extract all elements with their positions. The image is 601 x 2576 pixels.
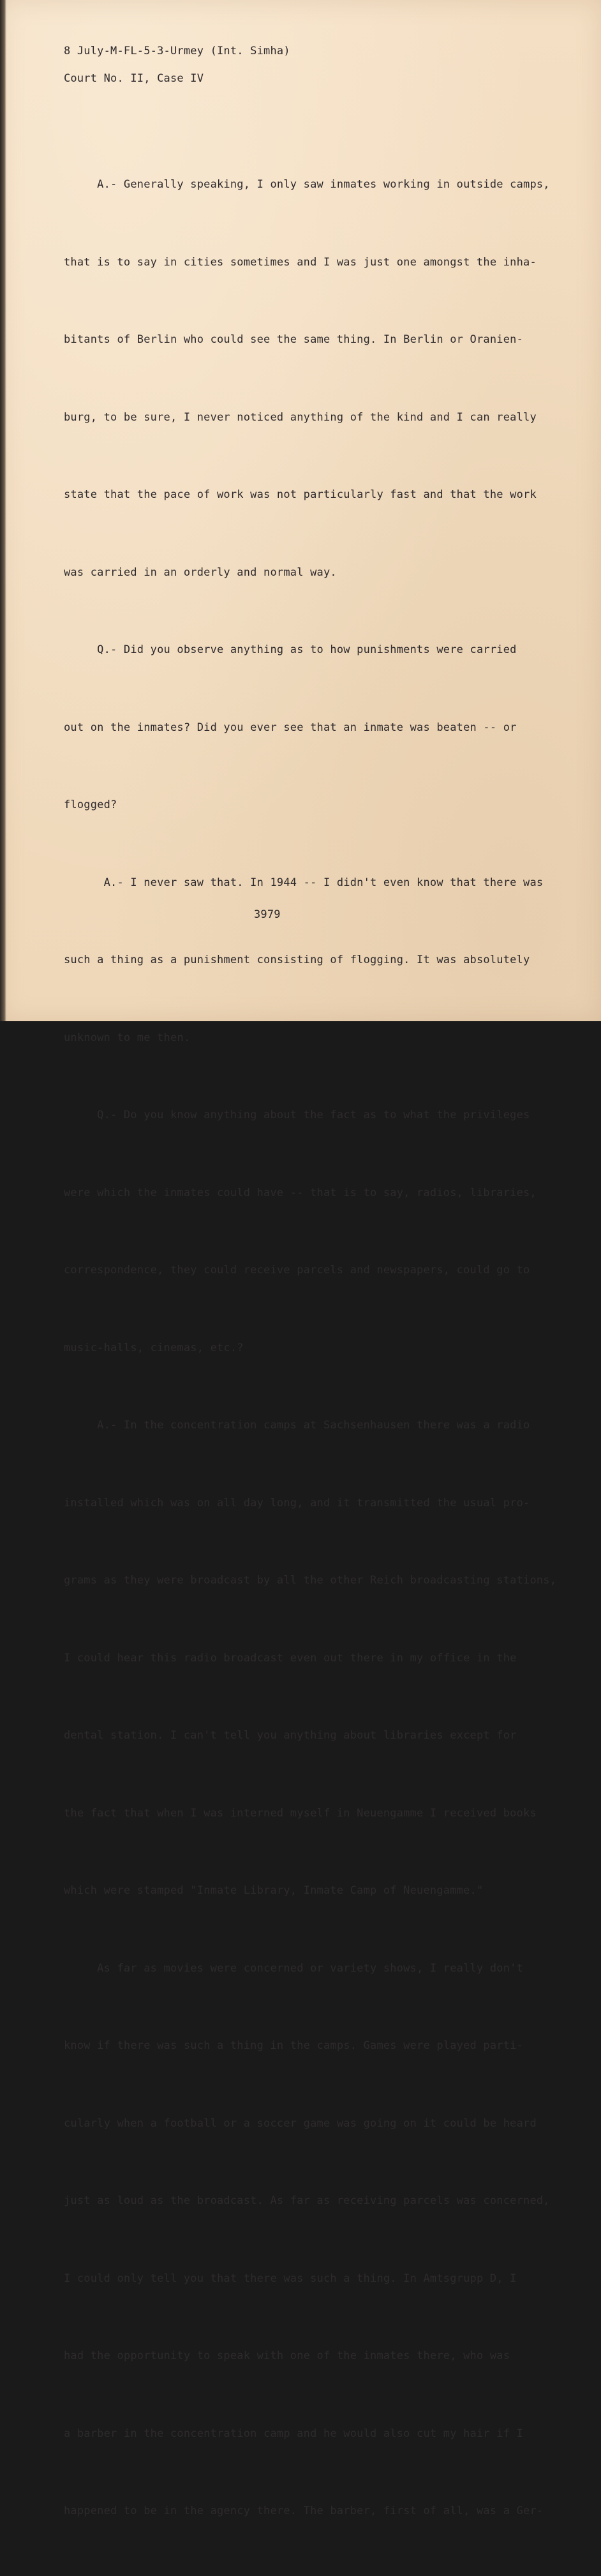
text-line: grams as they were broadcast by all the other Reich broadcasting stations, [64, 1574, 557, 1587]
text-line: As far as movies were concerned or variety shows, I really don't [64, 1961, 524, 1975]
text-line: a barber in the concentration camp and he would also cut my hair if I [64, 2427, 524, 2440]
text-line: just as loud as the broadcast. As far as receiving parcels was concerned, [64, 2194, 550, 2207]
text-line: music-halls, cinemas, etc.? [64, 1341, 244, 1354]
page-number: 3979 [254, 908, 281, 921]
text-line: such a thing as a punishment consisting of flogging. It was absolutely [64, 954, 530, 966]
text-line: I could hear this radio broadcast even out there in my office in the [64, 1651, 517, 1665]
text-line: Q.- Did you observe anything as to how punishments were carried [64, 643, 517, 656]
text-line: which were stamped "Inmate Library, Inmate Camp of Neuengamme." [64, 1884, 484, 1897]
text-line: correspondence, they could receive parcels and newspapers, could go to [64, 1264, 530, 1277]
text-line: installed which was on all day long, and it transmitted the usual pro- [64, 1496, 530, 1509]
text-line: Q.- Do you know anything about the fact as to what the privileges [64, 1109, 530, 1121]
text-line: know if there was such a thing in the camps. Games were played parti- [64, 2039, 524, 2052]
text-line: was carried in an orderly and normal way. [64, 565, 337, 579]
text-line: A.- In the concentration camps at Sachsenhausen there was a radio [64, 1419, 530, 1432]
text-line: A.- I never saw that. In 1944 -- I didn't even know that there was [64, 876, 544, 889]
text-line: burg, to be sure, I never noticed anything of the kind and I can really [64, 410, 537, 424]
text-line: that is to say in cities sometimes and I was just one amongst the inha- [64, 255, 537, 269]
text-line: had the opportunity to speak with one of the inmates there, who was [64, 2349, 510, 2362]
text-line: flogged? [64, 798, 117, 811]
text-line: cularly when a football or a soccer game was going on it could be heard [64, 2116, 537, 2130]
transcript-reference: 8 July-M-FL-5-3-Urmey (Int. Simha) [64, 45, 290, 57]
text-line: unknown to me then. [64, 1031, 191, 1044]
text-line: the fact that when I was interned myself in Neuengamme I received books [64, 1806, 537, 1820]
court-case-heading: Court No. II, Case IV [64, 72, 204, 85]
text-line: bitants of Berlin who could see the same thing. In Berlin or Oranien- [64, 333, 524, 346]
text-line: I could only tell you that there was such a thing. In Amtsgrupp D, I [64, 2272, 517, 2285]
text-line: A.- Generally speaking, I only saw inmates working in outside camps, [64, 178, 550, 191]
text-line: happened to be in the agency there. The barber, first of all, was a Ger- [64, 2505, 544, 2517]
text-line: dental station. I can't tell you anything about libraries except for [64, 1729, 517, 1742]
testimony-body [64, 120, 556, 2576]
text-line: were which the inmates could have -- that is to say, radios, libraries, [64, 1186, 537, 1199]
text-line: out on the inmates? Did you ever see that an inmate was beaten -- or [64, 721, 517, 734]
text-line: state that the pace of work was not particularly fast and that the work [64, 488, 537, 501]
page-edge-shadow [0, 0, 6, 1021]
